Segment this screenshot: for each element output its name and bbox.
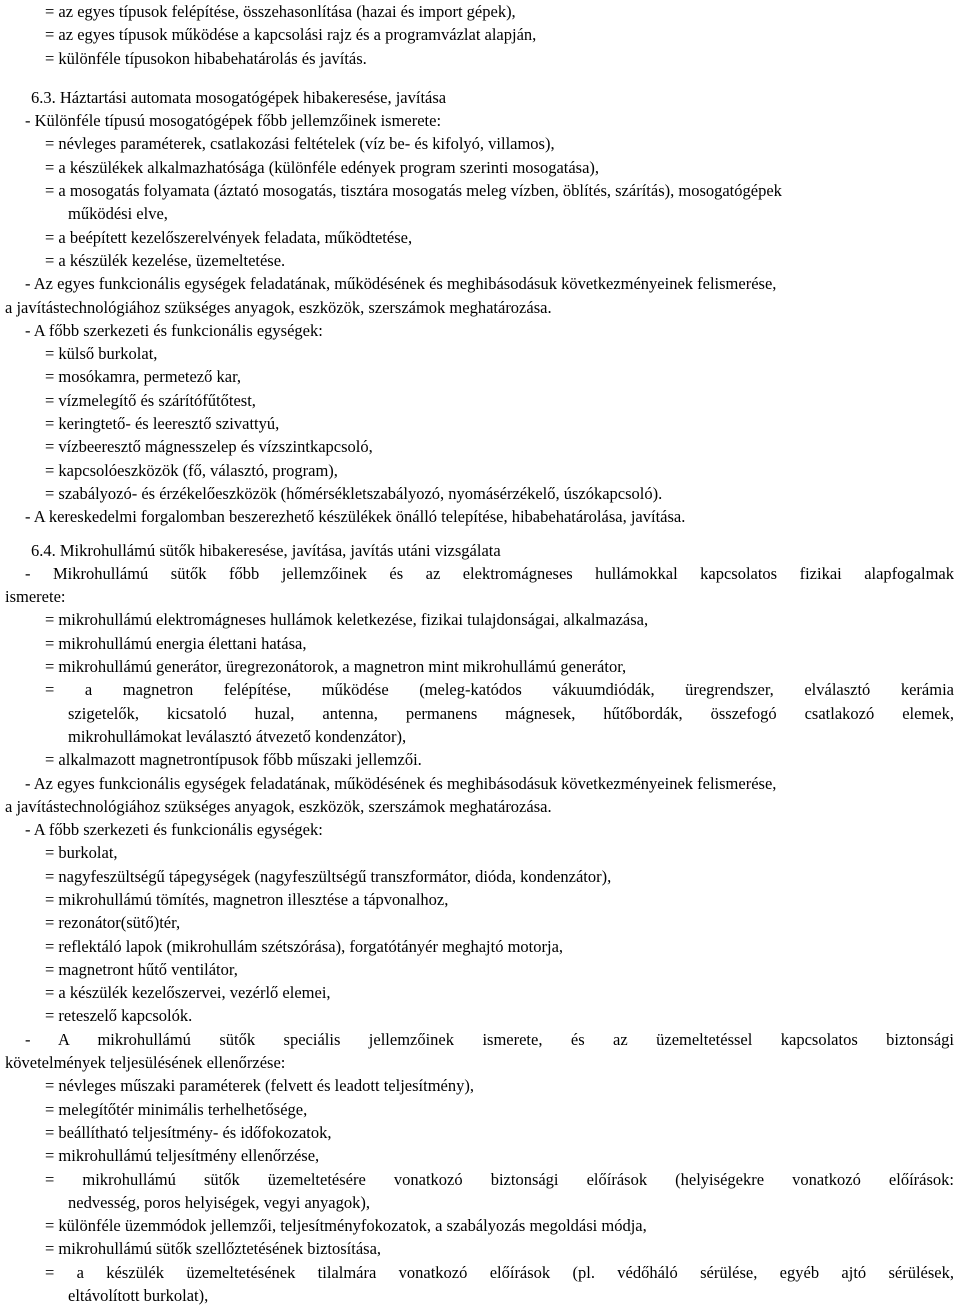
spacer <box>5 529 954 539</box>
paragraph-line: ismerete: <box>5 587 66 607</box>
list-item: = a készülék kezelése, üzemeltetése. <box>45 250 286 270</box>
spacer <box>5 70 954 86</box>
list-item: = mikrohullámú elektromágneses hullámok keletkezése, fizikai tulajdonságai, alkalmazása, <box>45 610 649 630</box>
paragraph-line: - Az egyes funkcionális egységek feladatának, működésének és meghibásodásuk következményeinek felismerése, <box>25 773 777 793</box>
list-item-continuation: eltávolított burkolat), <box>68 1286 209 1306</box>
list-item: = beállítható teljesítmény- és időfokozatok, <box>45 1122 332 1142</box>
list-item-continuation: nedvesség, poros helyiségek, vegyi anyagok), <box>68 1192 370 1212</box>
paragraph-line: - Mikrohullámú sütők főbb jellemzőinek és az elektromágneses hullámokkal kapcsolatos fizikai alapfogalmak <box>25 563 954 583</box>
list-item: = névleges műszaki paraméterek (felvett és leadott teljesítmény), <box>45 1076 474 1096</box>
list-item: = mosókamra, permetező kar, <box>45 367 242 387</box>
section-heading-6-4: 6.4. Mikrohullámú sütők hibakeresése, javítása, javítás utáni vizsgálata <box>31 540 501 560</box>
list-item: = mikrohullámú sütők üzemeltetésére vonatkozó biztonsági előírások (helyiségekre vonatkozó előírások: <box>45 1169 954 1189</box>
list-item-continuation: szigetelők, kicsatoló huzal, antenna, permanens mágnesek, hűtőbordák, összefogó csatlakozó elemek, <box>68 703 954 723</box>
paragraph-line: a javítástechnológiához szükséges anyagok, eszközök, szerszámok meghatározása. <box>5 297 552 317</box>
list-item: = vízmelegítő és szárítófűtőtest, <box>45 390 256 410</box>
list-item: = melegítőtér minimális terhelhetősége, <box>45 1099 308 1119</box>
list-item: = mikrohullámú energia élettani hatása, <box>45 633 307 653</box>
section-heading-6-3: 6.3. Háztartási automata mosogatógépek hibakeresése, javítása <box>31 87 447 107</box>
list-item: = mikrohullámú sütők szellőztetésének biztosítása, <box>45 1239 382 1259</box>
list-item-continuation: mikrohullámokat leválasztó átvezető kondenzátor), <box>68 726 407 746</box>
list-item: = névleges paraméterek, csatlakozási feltételek (víz be- és kifolyó, villamos), <box>45 134 555 154</box>
section-intro: - Különféle típusú mosogatógépek főbb jellemzőinek ismerete: <box>25 111 442 131</box>
list-item: = külső burkolat, <box>45 344 158 364</box>
list-item: = különféle típusokon hibabehatárolás és javítás. <box>45 48 367 68</box>
list-item: = kapcsolóeszközök (fő, választó, program), <box>45 460 338 480</box>
list-item: = különféle üzemmódok jellemzői, teljesítményfokozatok, a szabályozás megoldási módja, <box>45 1216 647 1236</box>
paragraph-line: - Az egyes funkcionális egységek feladatának, működésének és meghibásodásuk következményeinek felismerése, <box>25 274 777 294</box>
list-item: = az egyes típusok felépítése, összehasonlítása (hazai és import gépek), <box>45 2 516 21</box>
list-item: = mikrohullámú generátor, üregrezonátorok, a magnetron mint mikrohullámú generátor, <box>45 657 627 677</box>
paragraph-line: követelmények teljesülésének ellenőrzése: <box>5 1053 286 1073</box>
list-item: = a készülék kezelőszervei, vezérlő elemei, <box>45 983 331 1003</box>
list-item: = szabályozó- és érzékelőeszközök (hőmérsékletszabályozó, nyomásérzékelő, úszókapcsoló). <box>45 483 663 503</box>
list-item: = reteszelő kapcsolók. <box>45 1006 193 1026</box>
list-item: = mikrohullámú teljesítmény ellenőrzése, <box>45 1146 320 1166</box>
list-item: = a mosogatás folyamata (áztató mosogatás, tisztára mosogatás meleg vízben, öblítés, szárítás), mosogatógépek <box>45 181 782 201</box>
list-item: = vízbeeresztő mágnesszelep és vízszintkapcsoló, <box>45 437 373 457</box>
list-item: = burkolat, <box>45 843 118 863</box>
section-intro: - A főbb szerkezeti és funkcionális egységek: <box>25 820 323 840</box>
list-item: = az egyes típusok működése a kapcsolási rajz és a programvázlat alapján, <box>45 25 537 45</box>
list-item: = keringtető- és leeresztő szivattyú, <box>45 414 280 434</box>
section-intro: - A főbb szerkezeti és funkcionális egységek: <box>25 320 323 340</box>
list-item: = rezonátor(sütő)tér, <box>45 913 181 933</box>
list-item: = magnetront hűtő ventilátor, <box>45 959 238 979</box>
list-item: = a készülék üzemeltetésének tilalmára vonatkozó előírások (pl. védőháló sérülése, egyéb ajtó sérülések, <box>45 1262 954 1282</box>
list-item: = a magnetron felépítése, működése (meleg-katódos vákuumdiódák, üregrendszer, elválasztó kerámia <box>45 680 954 700</box>
paragraph-line: a javítástechnológiához szükséges anyagok, eszközök, szerszámok meghatározása. <box>5 796 552 816</box>
list-item: = reflektáló lapok (mikrohullám szétszórása), forgatótányér meghajtó motorja, <box>45 936 564 956</box>
list-item: = a készülékek alkalmazhatósága (különféle edények program szerinti mosogatása), <box>45 157 600 177</box>
paragraph-line: - A kereskedelmi forgalomban beszerezhető készülékek önálló telepítése, hibabehatárolása, javítása. <box>25 507 686 527</box>
list-item: = alkalmazott magnetrontípusok főbb műszaki jellemzői. <box>45 750 422 770</box>
list-item: = mikrohullámú tömítés, magnetron illesztése a tápvonalhoz, <box>45 889 449 909</box>
list-item-continuation: működési elve, <box>68 204 168 224</box>
list-item: = a beépített kezelőszerelvények feladata, működtetése, <box>45 227 413 247</box>
paragraph-line: - A mikrohullámú sütők speciális jellemzőinek ismerete, és az üzemeltetéssel kapcsolatos biztonsági <box>25 1029 954 1049</box>
list-item: = nagyfeszültségű tápegységek (nagyfeszültségű transzformátor, dióda, kondenzátor), <box>45 866 612 886</box>
